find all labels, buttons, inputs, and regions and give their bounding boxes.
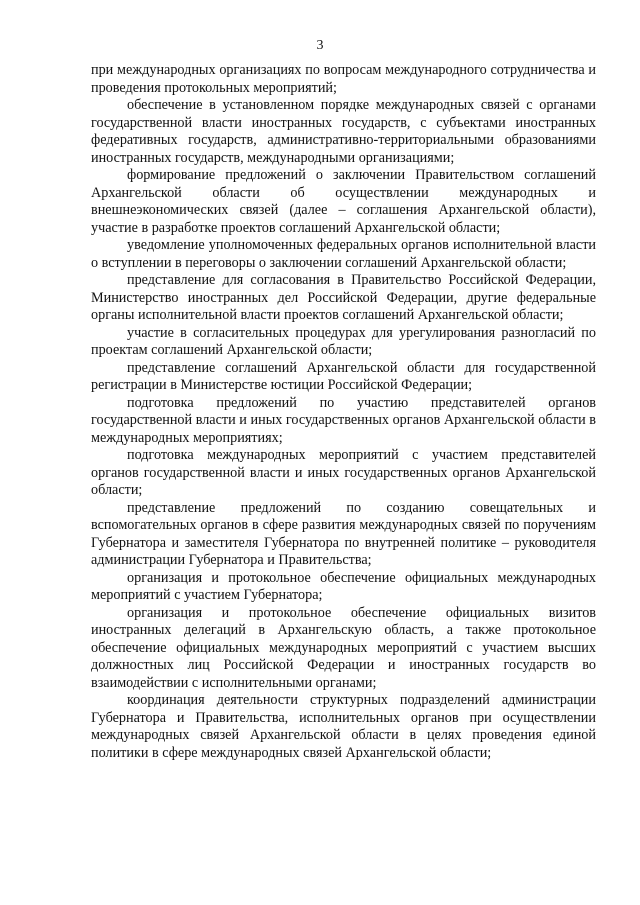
paragraph: координация деятельности структурных подразделений администрации Губернатора и Правительства, исполнительных органов при осуществлении международных связей Архангельской области в целях проведения единой политики в сфере международных связей Архангельской области; bbox=[91, 692, 596, 761]
paragraph: обеспечение в установленном порядке международных связей с органами государственной власти иностранных государств, с субъектами иностранных федеративных государств, административно-территориальными образованиями иностранных государств, международными организациями; bbox=[91, 97, 596, 166]
paragraph: подготовка предложений по участию представителей органов государственной власти и иных государственных органов Архангельской области в международных мероприятиях; bbox=[91, 394, 596, 446]
paragraph: организация и протокольное обеспечение официальных визитов иностранных делегаций в Архангельскую область, а также протокольное обеспечение официальных международных мероприятий с участием высших должностных лиц Российской Федерации и иностранных государств во взаимодействии с исполнительными органами; bbox=[91, 604, 596, 691]
paragraph: представление соглашений Архангельской области для государственной регистрации в Министерстве юстиции Российской Федерации; bbox=[91, 359, 596, 393]
paragraph: представление для согласования в Правительство Российской Федерации, Министерство иностранных дел Российской Федерации, другие федеральные органы исполнительной власти проектов соглашений Архангельской области; bbox=[91, 272, 596, 323]
page-number: 3 bbox=[316, 38, 324, 53]
paragraph: участие в согласительных процедурах для урегулирования разногласий по проектам соглашений Архангельской области; bbox=[91, 324, 596, 358]
document-body bbox=[91, 62, 596, 762]
paragraph: организация и протокольное обеспечение официальных международных мероприятий с участием Губернатора; bbox=[91, 569, 596, 603]
paragraph: при международных организациях по вопросам международного сотрудничества и проведения протокольных мероприятий; bbox=[91, 62, 596, 96]
paragraph: уведомление уполномоченных федеральных органов исполнительной власти о вступлении в переговоры о заключении соглашений Архангельской области; bbox=[91, 237, 596, 271]
paragraph: подготовка международных мероприятий с участием представителей органов государственной власти и иных государственных органов Архангельской области; bbox=[91, 447, 596, 498]
paragraph: формирование предложений о заключении Правительством соглашений Архангельской области об осуществлении международных и внешнеэкономических связей (далее – соглашения Архангельской области), участие в разработке проектов соглашений Архангельской области; bbox=[91, 167, 596, 236]
paragraph: представление предложений по созданию совещательных и вспомогательных органов в сфере развития международных связей по поручениям Губернатора и заместителя Губернатора по внутренней политике – руководителя администрации Губернатора и Правительства; bbox=[91, 499, 596, 568]
